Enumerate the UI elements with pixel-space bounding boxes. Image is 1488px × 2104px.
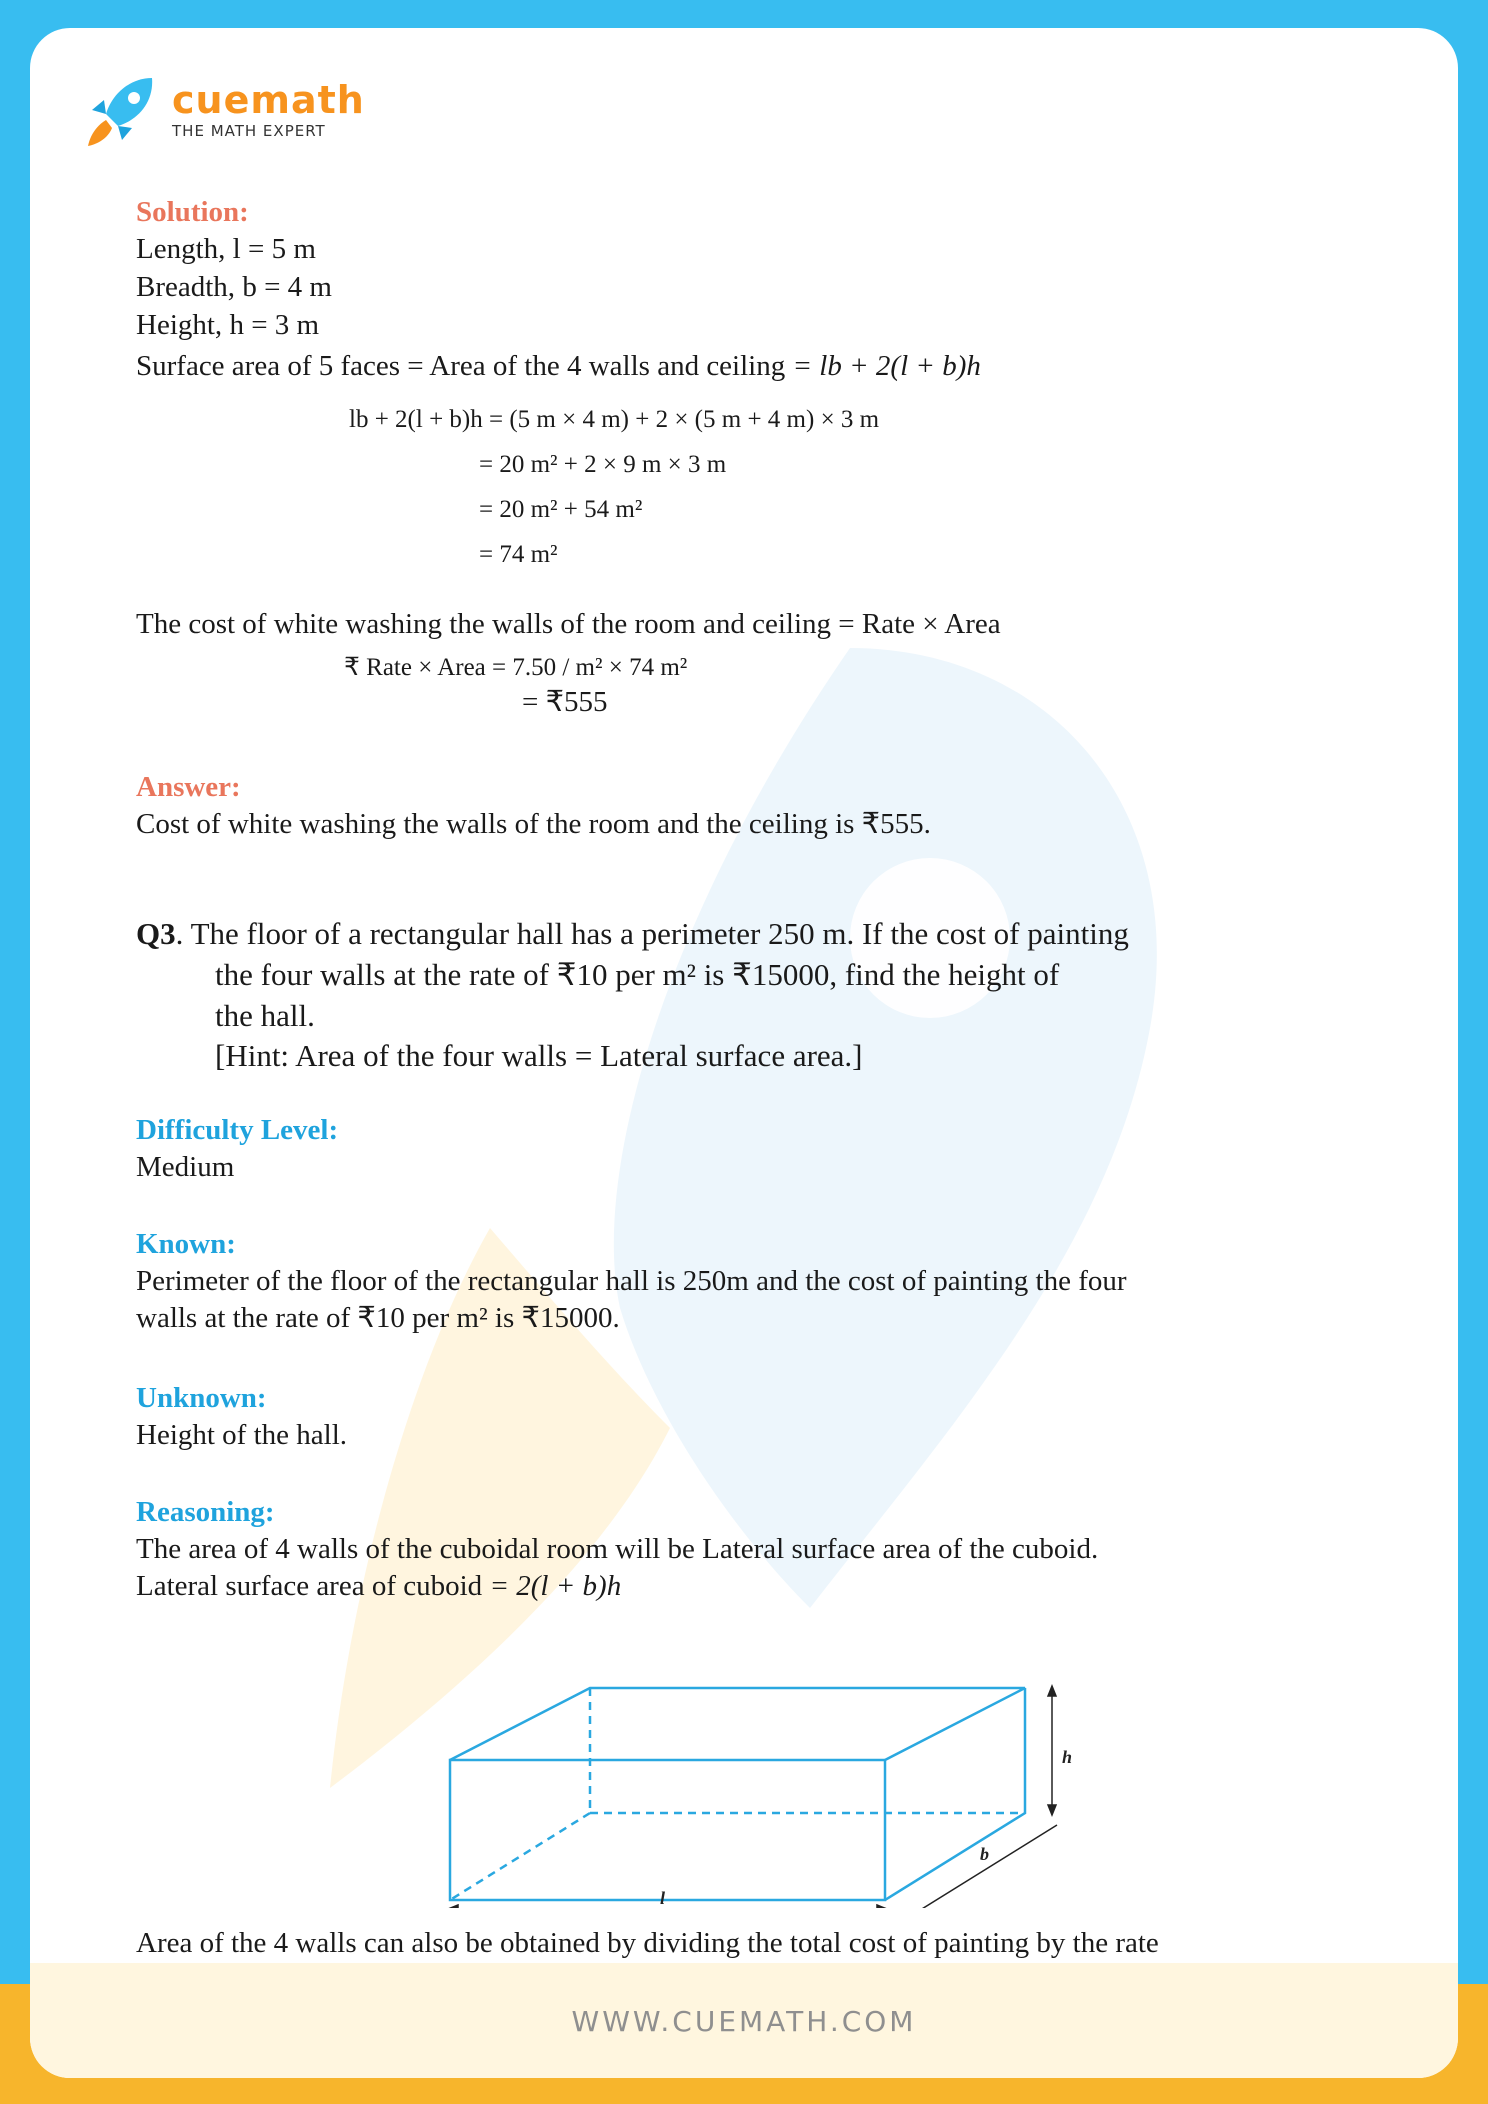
cost-calc-2: = ₹555 xyxy=(522,686,608,718)
unknown-heading: Unknown: xyxy=(136,1382,267,1414)
breadth-line xyxy=(136,268,332,306)
question-line-3: the hall. xyxy=(215,998,315,1033)
brand-name: cuemath xyxy=(172,78,365,122)
difficulty-heading: Difficulty Level: xyxy=(136,1114,339,1146)
brand-logo xyxy=(82,70,365,150)
cuboid-hidden-edges xyxy=(450,1688,1025,1900)
label-b: b xyxy=(980,1844,989,1864)
reasoning-heading: Reasoning: xyxy=(136,1496,275,1528)
cuboid-top-face xyxy=(450,1688,1025,1760)
surface-area-line xyxy=(136,347,981,385)
reasoning-line-2-text: Lateral surface area of cuboid xyxy=(136,1570,490,1602)
page-card xyxy=(30,28,1458,2078)
brand-tagline: THE MATH EXPERT xyxy=(172,122,326,140)
answer-text: Cost of white washing the walls of the room and the ceiling is ₹555. xyxy=(136,808,931,840)
length-line xyxy=(136,230,316,268)
cuboid-front-face xyxy=(450,1760,885,1900)
lateral-surface-formula: = 2(l + b)h xyxy=(489,1570,622,1602)
known-line-1: Perimeter of the floor of the rectangular hall is 250m and the cost of painting the four xyxy=(136,1265,1127,1297)
question-line-4: [Hint: Area of the four walls = Lateral surface area.] xyxy=(215,1038,863,1073)
known-line-2: walls at the rate of ₹10 per m² is ₹15000. xyxy=(136,1302,620,1334)
answer-heading: Answer: xyxy=(136,771,241,803)
question-label: Q3 xyxy=(136,916,176,951)
question-line-1 xyxy=(136,914,1129,954)
reasoning-line-2 xyxy=(136,1567,621,1605)
height-label: Height, xyxy=(136,309,230,341)
surface-text: Surface area of 5 faces = Area of the 4 walls and ceiling xyxy=(136,350,793,382)
closing-line-1: Area of the 4 walls can also be obtained by dividing the total cost of painting by the rate xyxy=(136,1927,1159,1959)
calc-line-1: lb + 2(l + b)h = (5 m × 4 m) + 2 × (5 m + 4 m) × 3 m xyxy=(349,406,880,433)
known-heading: Known: xyxy=(136,1228,236,1260)
reasoning-line-1: The area of 4 walls of the cuboidal room will be Lateral surface area of the cuboid. xyxy=(136,1533,1099,1565)
cuboid-right-edges xyxy=(885,1688,1025,1900)
calc-line-4: = 74 m² xyxy=(479,541,558,568)
rocket-logo-icon xyxy=(82,70,162,150)
unknown-value: Height of the hall. xyxy=(136,1419,348,1451)
cost-line: The cost of white washing the walls of the room and ceiling = Rate × Area xyxy=(136,608,1001,640)
calc-line-3: = 20 m² + 54 m² xyxy=(479,496,643,523)
footer-url[interactable]: WWW.CUEMATH.COM xyxy=(571,2005,917,2038)
calc-line-2: = 20 m² + 2 × 9 m × 3 m xyxy=(479,451,727,478)
length-label: Length, xyxy=(136,233,233,265)
difficulty-value: Medium xyxy=(136,1151,235,1183)
length-value: l = 5 m xyxy=(232,233,316,265)
height-line xyxy=(136,306,319,344)
label-l: l xyxy=(660,1888,666,1908)
question-line-2: the four walls at the rate of ₹10 per m² is ₹15000, find the height of xyxy=(215,957,1060,992)
breadth-label: Breadth, xyxy=(136,271,243,303)
label-h: h xyxy=(1062,1747,1073,1767)
solution-heading: Solution: xyxy=(136,196,249,228)
height-value: h = 3 m xyxy=(229,309,320,341)
question-text-1: . The floor of a rectangular hall has a perimeter 250 m. If the cost of painting xyxy=(175,916,1129,951)
surface-formula: = lb + 2(l + b)h xyxy=(792,350,981,382)
breadth-value: b = 4 m xyxy=(242,271,332,303)
cuboid-diagram xyxy=(420,1628,1120,1908)
cost-calc-1: ₹ Rate × Area = 7.50 / m² × 74 m² xyxy=(344,654,688,681)
